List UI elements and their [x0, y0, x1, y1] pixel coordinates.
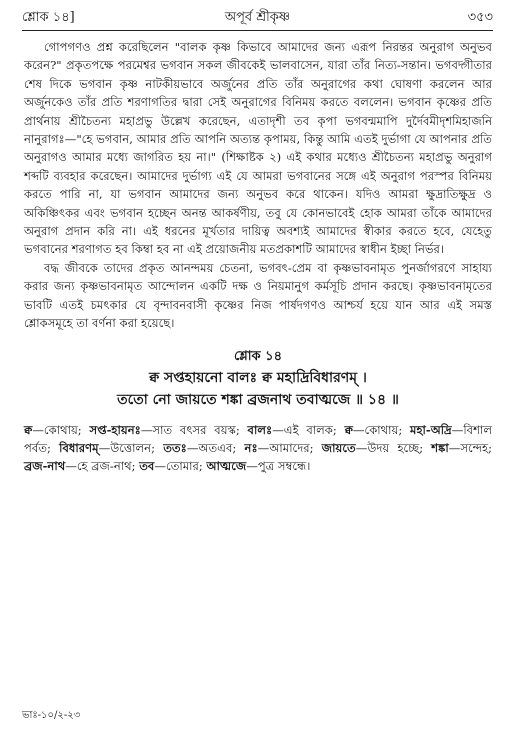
- synonym-dash: —: [246, 459, 258, 474]
- synonym-word: ক্ব: [24, 422, 33, 437]
- synonym-dash: —: [448, 440, 461, 455]
- synonym-dash: —: [355, 440, 368, 455]
- verse-line-1: ক্ব সপ্তহায়নো বালঃ ক্ব মহাদ্রিবিধারণম্ ।: [149, 369, 367, 386]
- synonym-meaning: হে ব্রজ-নাথ;: [76, 459, 140, 474]
- page-body: [24, 38, 492, 476]
- synonym-meaning: কোথায়;: [43, 422, 90, 437]
- synonym-word: জায়তে: [321, 440, 356, 455]
- synonym-dash: —: [272, 422, 284, 437]
- footer-signature: ভাঃ-১০/২-২৩: [22, 710, 81, 721]
- synonym-dash: —: [98, 440, 111, 455]
- synonym-dash: —: [32, 422, 44, 437]
- synonym-word: বালঃ: [247, 422, 273, 437]
- synonym-word: আত্মজে: [206, 459, 247, 474]
- synonym-meaning: কোথায়;: [364, 422, 410, 437]
- synonym-meaning: আমাদের;: [269, 440, 322, 455]
- synonym-word: মহা-অদ্রি: [410, 422, 452, 437]
- verse-line-2: ততো নো জায়তে শঙ্কা ব্রজনাথ তবাত্মজে ॥ ১৪ ॥: [117, 391, 399, 408]
- synonym-meaning: সাত বৎসর বয়স্ক;: [152, 422, 248, 437]
- synonyms-block: [24, 421, 492, 476]
- synonym-dash: —: [140, 422, 153, 437]
- synonym-dash: —: [451, 422, 464, 437]
- header-verse-ref: শ্লোক ১৪]: [22, 10, 75, 25]
- synonym-meaning: সন্দেহ;: [460, 440, 492, 455]
- synonym-dash: —: [154, 459, 166, 474]
- purport-paragraph-2: বদ্ধ জীবকে তাদের প্রকৃত আনন্দময় চেতনা, ভগবৎ-প্রেম বা কৃষ্ণভাবনামৃত পুনর্জাগরণে সাহায্য করার জন্য কৃষ্ণভাবনামৃত আন্দোলন একটি দক্ষ ও নিয়মানুগ কর্মসূচি প্রদান করছে। কৃষ্ণভাবনামৃতের ভাবটি এতই চমৎকার যে বৃন্দাবনবাসী কৃষ্ণের নিজ পার্ষদগণও আশ্চর্য হয়ে যান আর এই সমস্ত শ্লোকসমূহে তা বর্ণনা করা হয়েছে।: [24, 260, 492, 331]
- synonym-dash: —: [257, 440, 270, 455]
- synonym-meaning: তোমার;: [165, 459, 207, 474]
- verse-title: শ্লোক ১৪: [233, 348, 283, 364]
- synonym-word: বিধারণম্: [59, 440, 99, 455]
- synonym-dash: —: [65, 459, 77, 474]
- purport-paragraph-1: গোপগণও প্রশ্ন করেছিলেন "বালক কৃষ্ণ কিভাবে আমাদের জন্য এরূপ নিরন্তর অনুরাগ অনুভব করেন?" প্রকৃতপক্ষে পরমেশ্বর ভগবান সকল জীবকেই ভালবাসেন, যারা তাঁর নিত্য-সন্তান। ভগবদ্গীতার শেষ দিকে ভগবান কৃষ্ণ নাটকীয়ভাবে অর্জুনের প্রতি তাঁর অনুরাগের কথা ঘোষণা করলেন আর অর্জুনকেও তাঁর প্রতি শরণাগতির দ্বারা সেই অনুরাগের বিনিময় করতে বললেন। ভগবান কৃষ্ণের প্রতি প্রার্থনায় শ্রীচৈতন্য মহাপ্রভু উল্লেখ করেছেন, এতাদৃশী তব কৃপা ভগবন্মমাপি দুর্দৈবমীদৃশমিহাজনি নানুরাগঃ—"হে ভগবান, আমার প্রতি আপনি অত্যন্ত কৃপাময়, কিন্তু আমি এতই দুর্ভাগা যে আপনার প্রতি অনুরাগও আমার মধ্যে জাগরিত হয় না।" (শিক্ষাষ্টক ২) এই কথার মধ্যেও শ্রীচৈতন্য মহাপ্রভু অনুরাগ শব্দটি ব্যবহার করেছেন। আমাদের দুর্ভাগ্য এই যে আমরা ভগবানের সঙ্গে এই অনুরাগ পরস্পর বিনিময় করতে পারি না, যা ভগবান আমাদের জন্য অনুভব করে থাকেন। যদিও আমরা ক্ষুদ্রাতিক্ষুদ্র ও অকিঞ্চিৎকর এবং ভগবান হচ্ছেন অনন্ত আকর্ষণীয়, তবু যে কোনভাবেই হোক আমরা তাঁকে আমাদের অনুরাগ প্রদান করি না। এই ধরনের মূর্খতার দায়িত্ব অবশ্যই আমাদের স্বীকার করতে হবে, যেহেতু ভগবানের শরণাগত হব কিম্বা হব না এই প্রয়োজনীয় মতপ্রকাশটি আমাদের স্বাধীন ইচ্ছা নির্ভর।: [24, 40, 492, 257]
- synonym-meaning: বিশাল পর্বত;: [24, 422, 492, 455]
- synonym-dash: —: [186, 440, 199, 455]
- synonym-word: শঙ্কা: [431, 440, 449, 455]
- synonym-meaning: অতএব;: [198, 440, 245, 455]
- page-number: ৩৫৩: [467, 10, 493, 25]
- header-rule: [22, 30, 493, 31]
- synonym-dash: —: [352, 422, 365, 437]
- synonym-meaning: উদয় হচ্ছে;: [367, 440, 432, 455]
- synonym-word: ততঃ: [163, 440, 187, 455]
- page-header: [22, 8, 493, 30]
- synonym-meaning: পুত্র সম্বন্ধে।: [257, 459, 311, 474]
- synonym-word: ক্ব: [344, 422, 353, 437]
- synonym-meaning: এই বালক;: [283, 422, 345, 437]
- synonym-word: সপ্ত-হায়নঃ: [89, 422, 141, 437]
- synonym-word: নঃ: [244, 440, 258, 455]
- synonym-word: ব্রজ-নাথ: [24, 459, 66, 474]
- synonym-meaning: উত্তোলন;: [110, 440, 164, 455]
- synonym-word: তব: [139, 459, 155, 474]
- header-title: অপূর্ব শ্রীকৃষ্ণ: [224, 10, 291, 25]
